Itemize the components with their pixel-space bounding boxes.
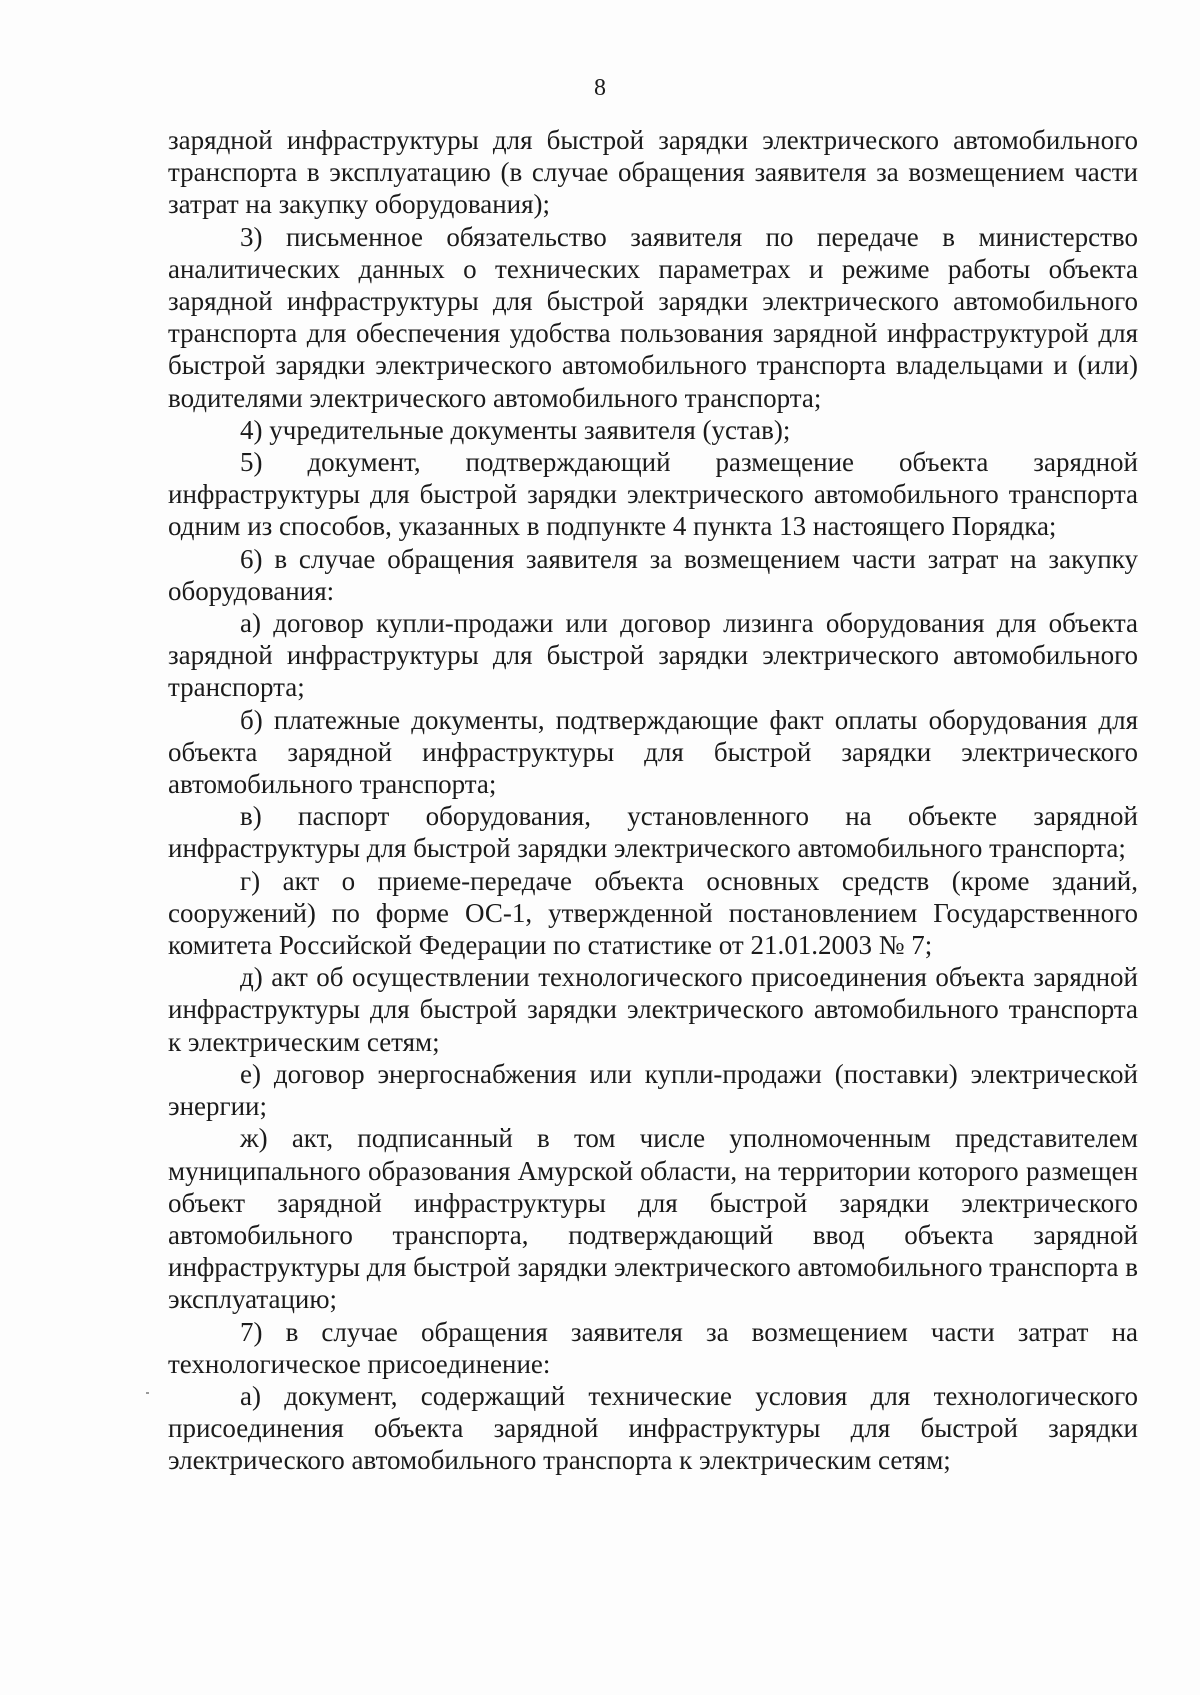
scan-artifact (146, 1392, 149, 1394)
paragraph-item-3: 3) письменное обязательство заявителя по передаче в министерство аналитических данных о технических параметрах и режиме работы объекта зарядной инфраструктуры для быстрой зарядки электрического автомобильного транспорта для обеспечения удобства пользования зарядной инфраструктурой для быстрой зарядки электрического автомобильного транспорта владельцами и (или) водителями электрического автомобильного транспорта; (168, 221, 1138, 413)
paragraph-item-6e: е) договор энергоснабжения или купли-продажи (поставки) электрической энергии; (168, 1058, 1138, 1122)
paragraph-continuation: зарядной инфраструктуры для быстрой зарядки электрического автомобильного транспорта в эксплуатацию (в случае обращения заявителя за возмещением части затрат на закупку оборудования); (168, 125, 1138, 220)
paragraph-item-6v: в) паспорт оборудования, установленного на объекте зарядной инфраструктуры для быстрой зарядки электрического автомобильного транспорта; (168, 801, 1138, 864)
page-number: 8 (594, 75, 606, 101)
paragraph-item-4: 4) учредительные документы заявителя (устав); (240, 414, 791, 445)
paragraph-item-6d: д) акт об осуществлении технологического присоединения объекта зарядной инфраструктуры для быстрой зарядки электрического автомобильного транспорта к электрическим сетям; (168, 962, 1138, 1057)
paragraph-item-6b: б) платежные документы, подтверждающие факт оплаты оборудования для объекта зарядной инфраструктуры для быстрой зарядки электрического автомобильного транспорта; (168, 704, 1138, 800)
paragraph-item-7: 7) в случае обращения заявителя за возмещением части затрат на технологическое присоединение: (168, 1316, 1138, 1379)
paragraph-item-6g: г) акт о приеме-передаче объекта основных средств (кроме зданий, сооружений) по форме ОС-1, утвержденной постановлением Государственного комитета Российской Федерации по статистике от 21.01.2003 № 7; (168, 865, 1138, 961)
paragraph-item-6zh: ж) акт, подписанный в том числе уполномоченным представителем муниципального образования Амурской области, на территории которого размещен объект зарядной инфраструктуры для быстрой зарядки электрического автомобильного транспорта, подтверждающий ввод объекта зарядной инфраструктуры для быстрой зарядки электрического автомобильного транспорта в эксплуатацию; (168, 1123, 1138, 1315)
paragraph-item-5: 5) документ, подтверждающий размещение объекта зарядной инфраструктуры для быстрой зарядки электрического автомобильного транспорта одним из способов, указанных в подпункте 4 пункта 13 настоящего Порядка; (168, 447, 1138, 542)
document-body (168, 124, 1138, 1477)
paragraph-item-6a: а) договор купли-продажи или договор лизинга оборудования для объекта зарядной инфраструктуры для быстрой зарядки электрического автомобильного транспорта; (168, 608, 1138, 703)
paragraph-item-7a: а) документ, содержащий технические условия для технологического присоединения объекта зарядной инфраструктуры для быстрой зарядки электрического автомобильного транспорта к электрическим сетям; (168, 1380, 1138, 1476)
paragraph-item-6: 6) в случае обращения заявителя за возмещением части затрат на закупку оборудования: (168, 543, 1138, 606)
